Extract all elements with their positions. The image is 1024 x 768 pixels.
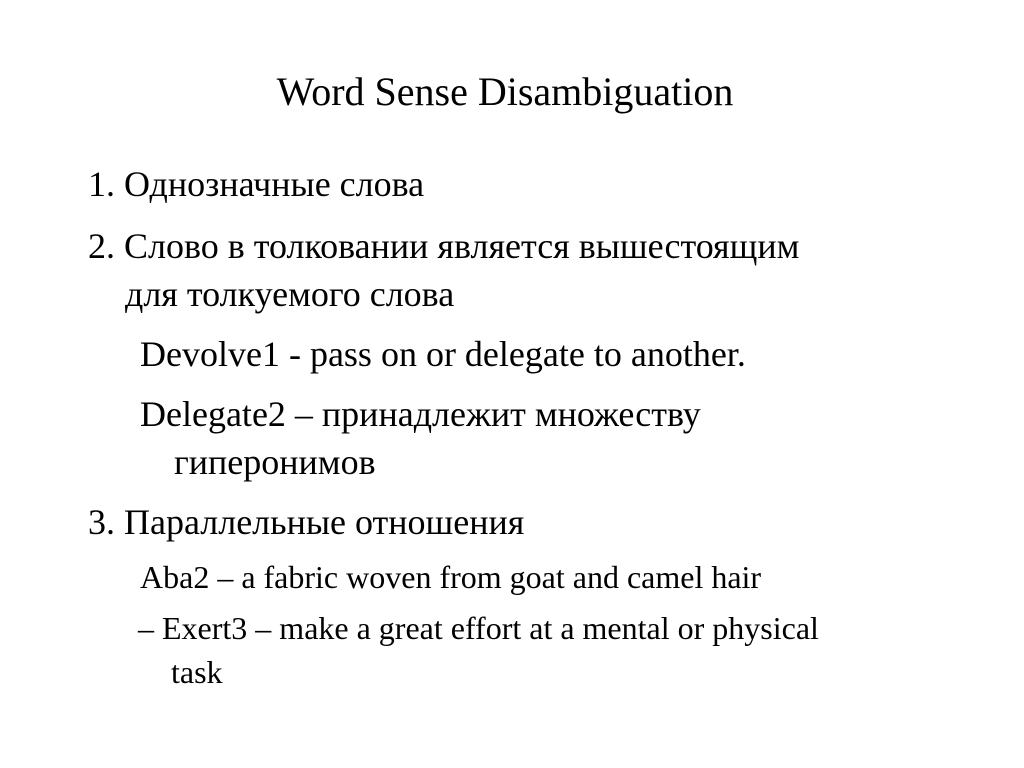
- example-delegate2-line-2: гиперонимов: [174, 442, 376, 482]
- example-aba2: Aba2 – a fabric woven from goat and camel hair: [140, 559, 762, 595]
- list-item-1: 1. Однозначные слова: [88, 164, 425, 204]
- slide-title: Word Sense Disambiguation: [276, 69, 734, 114]
- example-exert3-line-1: – Exert3 – make a great effort at a mental or physical: [138, 610, 819, 646]
- list-item-2-line-1: 2. Слово в толковании является вышестоящим: [88, 226, 800, 266]
- example-exert3-line-2: task: [171, 654, 223, 690]
- list-item-2-line-2: для толкуемого слова: [125, 274, 455, 314]
- list-item-3: 3. Параллельные отношения: [88, 502, 525, 542]
- example-delegate2-line-1: Delegate2 – принадлежит множеству: [140, 394, 701, 434]
- example-devolve1: Devolve1 - pass on or delegate to another.: [140, 334, 746, 374]
